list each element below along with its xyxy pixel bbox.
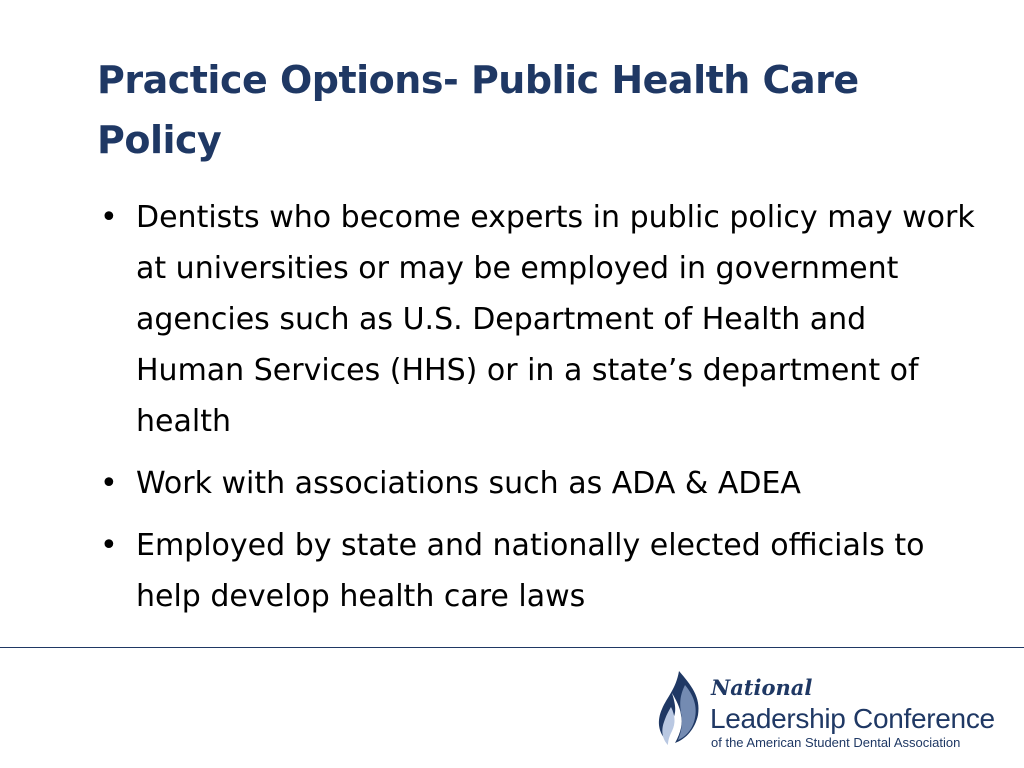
- bullet-text: Employed by state and nationally elected officials to help develop health care laws: [136, 528, 925, 614]
- bullet-text: Dentists who become experts in public policy may work at universities or may be employed in government agencies such as U.S. Department of Health and Human Services (HHS) or in a state’s department of health: [136, 200, 975, 439]
- bullet-item: [100, 520, 980, 622]
- logo-text-subtitle: of the American Student Dental Association: [711, 735, 961, 750]
- bullet-symbol: •: [100, 200, 118, 235]
- logo-text-national: National: [711, 675, 813, 700]
- bullet-symbol: •: [100, 528, 118, 563]
- conference-logo: [655, 665, 1000, 755]
- bullet-item: [100, 458, 980, 509]
- bullet-text: Work with associations such as ADA & ADEA: [136, 466, 801, 501]
- footer-divider: [0, 647, 1024, 648]
- flame-icon: [655, 667, 705, 747]
- bullet-list: [100, 192, 980, 633]
- slide-title: Practice Options- Public Health Care Policy: [97, 58, 859, 162]
- logo-text-main: Leadership Conference: [710, 703, 995, 734]
- bullet-item: [100, 192, 980, 447]
- bullet-symbol: •: [100, 466, 118, 501]
